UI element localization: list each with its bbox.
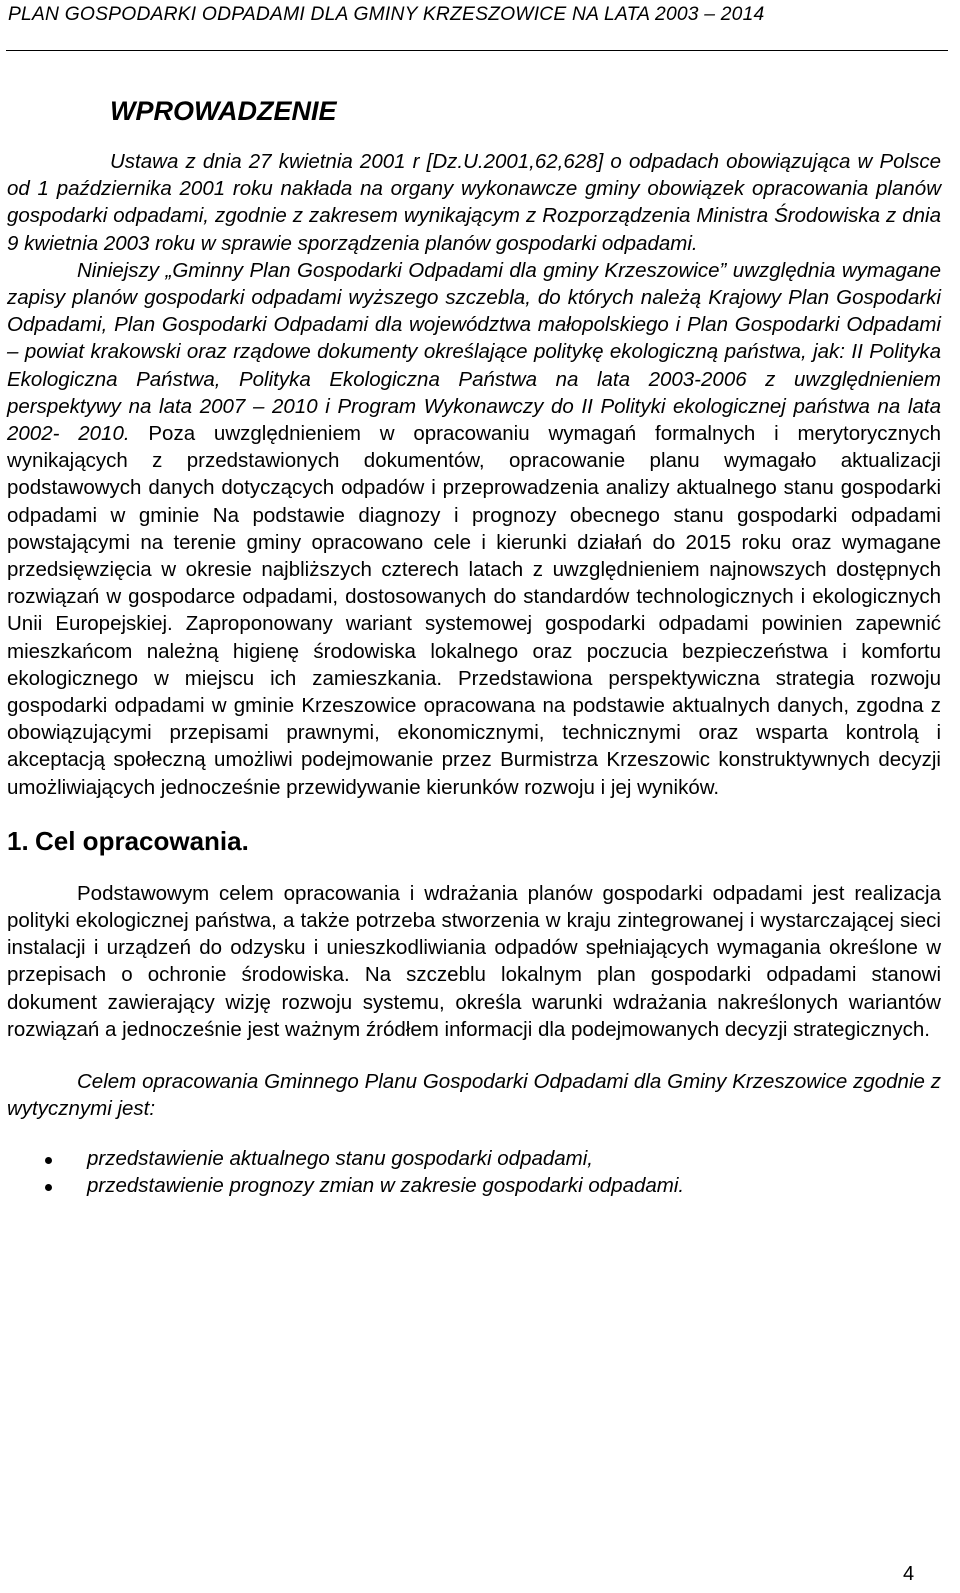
page-number: 4	[903, 1563, 915, 1585]
running-header: PLAN GOSPODARKI ODPADAMI DLA GMINY KRZESZOWICE NA LATA 2003 – 2014	[8, 4, 765, 25]
list-item	[7, 1172, 941, 1200]
section-1-heading	[7, 825, 941, 857]
intro-paragraph-2-italic: Niniejszy „Gminny Plan Gospodarki Odpadami dla gminy Krzeszowice” uwzględnia wymagane zapisy planów gospodarki odpadami wyższego szczebla, do których należą Krajowy Plan Gospodarki Odpadami, Plan Gospodarki Odpadami dla województwa małopolskiego i Plan Gospodarki Odpadami – powiat krakowski oraz rządowe dokumenty określające politykę ekologiczną państwa, jak: II Polityka Ekologiczna Państwa, Polityka Ekologiczna Państwa na lata 2003-2006 z uwzględnieniem perspektywy na lata 2007 – 2010 i Program Wykonawczy do II Polityki ekologicznej państwa na lata 2002- 2010.	[7, 258, 941, 446]
section-1-title: Cel opracowania.	[35, 825, 249, 856]
list-item-text: przedstawienie aktualnego stanu gospodarki odpadami,	[87, 1146, 594, 1170]
list-item-text: przedstawienie prognozy zmian w zakresie gospodarki odpadami.	[87, 1174, 685, 1197]
section-1-paragraph-1: Podstawowym celem opracowania i wdrażania planów gospodarki odpadami jest realizacja polityki ekologicznej państwa, a także potrzeba stworzenia w kraju zintegrowanej i wystarczającej sieci instalacji i urządzeń do odzysku i unieszkodliwiania odpadów spełniających wymagania określone w przepisach o ochronie środowiska. Na szczeblu lokalnym plan gospodarki odpadami stanowi dokument zawierający wizję rozwoju systemu, określa warunki wdrażania nakreślonych wariantów rozwiązań a jednocześnie jest ważnym źródłem informacji dla podejmowanych decyzji strategicznych.	[7, 881, 941, 1041]
section-1-number: 1.	[7, 825, 29, 856]
goals-list	[7, 1145, 941, 1200]
bullet-icon	[45, 1184, 52, 1191]
section-1-paragraph-2: Celem opracowania Gminnego Planu Gospodarki Odpadami dla Gminy Krzeszowice zgodnie z wytycznymi jest:	[7, 1070, 941, 1121]
intro-paragraph-2-text: Poza uwzględnieniem w opracowaniu wymagań formalnych i merytorycznych wynikających z przedstawionych dokumentów, opracowanie planu wymagało aktualizacji podstawowych danych dotyczących odpadów i przeprowadzenia analizy aktualnego stanu gospodarki odpadami w gminie Na podstawie diagnozy i prognozy obecnego stanu gospodarki odpadami powstającymi na terenie gminy opracowano cele i kierunki działań do 2015 roku oraz wymagane przedsięwzięcia w okresie najbliższych czterech latach z uwzględnieniem najnowszych dostępnych rozwiązań w gospodarce odpadami, dostosowanych do standardów technologicznych i ekologicznych Unii Europejskiej. Zaproponowany wariant systemowej gospodarki odpadami powinien zapewnić mieszkańcom należną higienę środowiska lokalnego oraz poczucia bezpieczeństwa i komfortu ekologicznego w miejscu ich zamieszkania. Przedstawiona perspektywiczna strategia rozwoju gospodarki odpadami w gminie Krzeszowice opracowana na podstawie aktualnych danych, zgodna z obowiązującymi przepisami prawnymi, ekonomicznymi, technicznymi oraz wsparta kontrolą i akceptacją społeczną umożliwi podejmowanie przez Burmistrza Krzeszowic konstruktywnych decyzji umożliwiających jednocześnie przewidywanie kierunków rozwoju i jej wyników.	[7, 422, 941, 799]
intro-paragraph-2	[7, 257, 941, 801]
intro-paragraph-1	[7, 148, 941, 257]
intro-heading: WPROWADZENIE	[110, 96, 337, 126]
bullet-icon	[45, 1157, 52, 1164]
intro-paragraph-1-text: Ustawa z dnia 27 kwietnia 2001 r [Dz.U.2001,62,628] o odpadach obowiązująca w Polsce od 1 października 2001 roku nakłada na organy wykonawcze gminy obowiązek opracowania planów gospodarki odpadami, zgodnie z zakresem wynikającym z Rozporządzenia Ministra Środowiska z dnia 9 kwietnia 2003 roku w sprawie sporządzenia planów gospodarki odpadami.	[7, 150, 941, 255]
page-body	[7, 95, 941, 1200]
list-item	[7, 1145, 941, 1173]
header-divider	[6, 50, 948, 51]
